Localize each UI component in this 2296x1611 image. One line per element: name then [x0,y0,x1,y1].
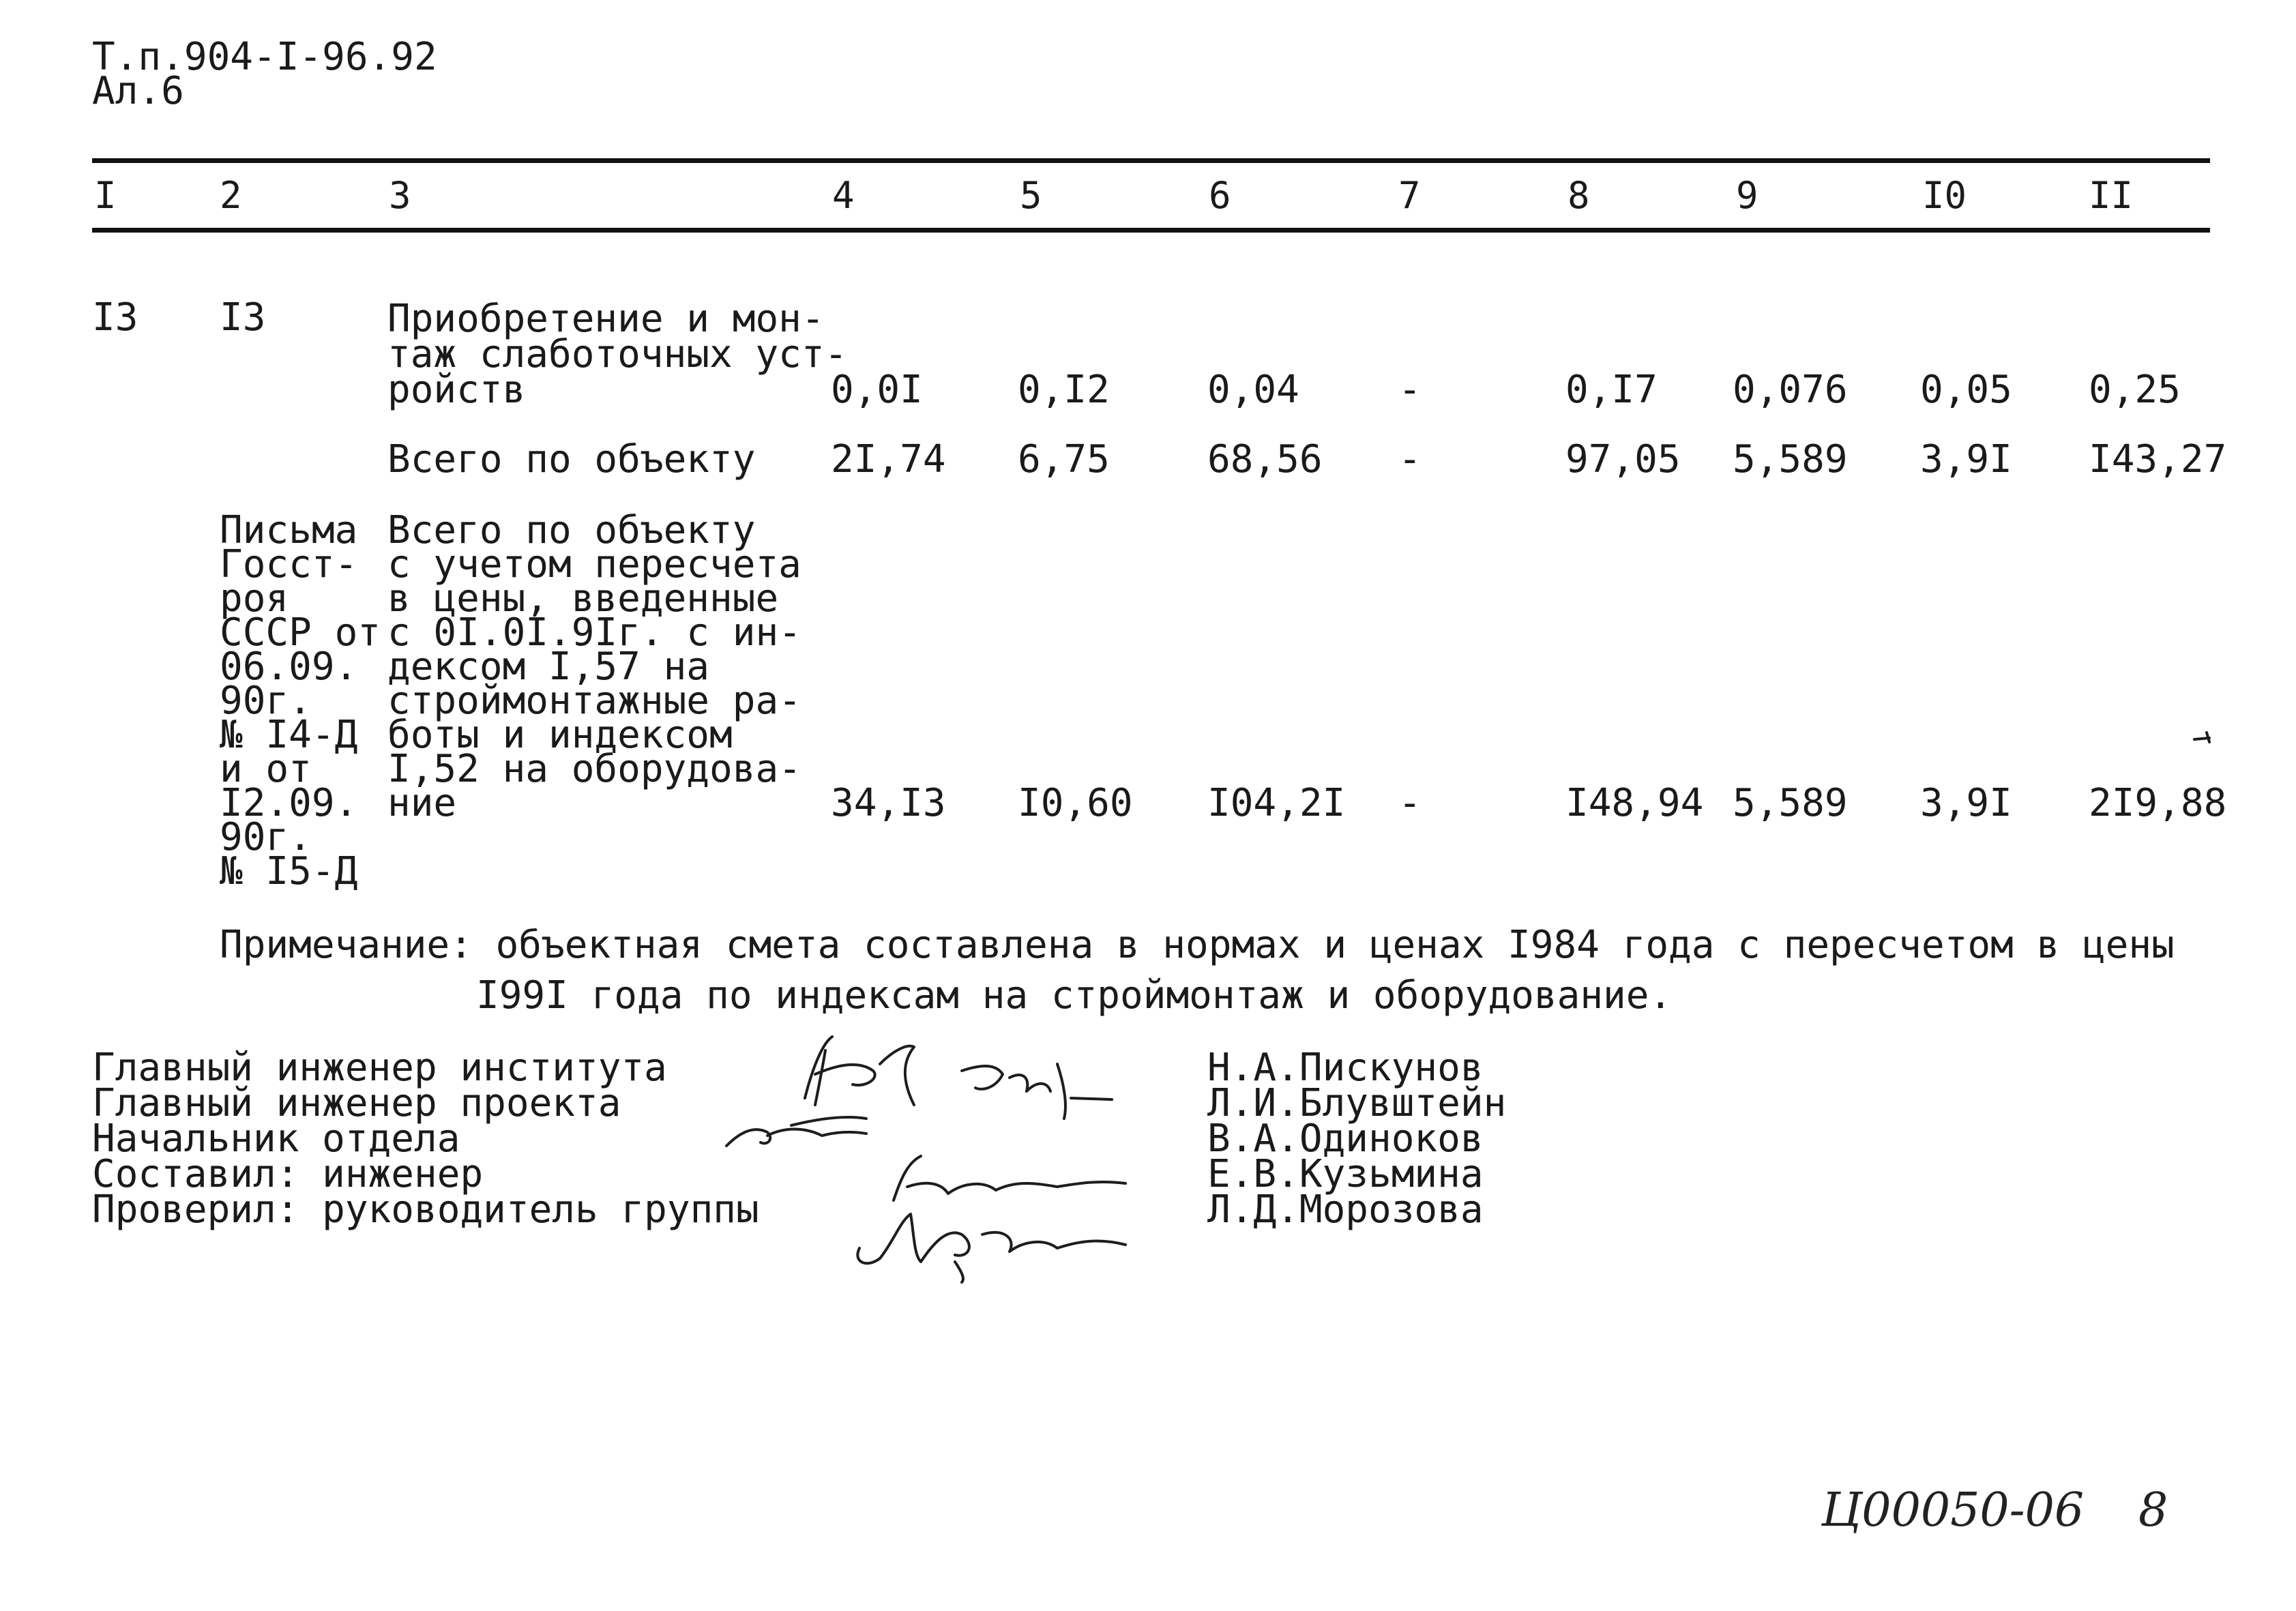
row-basis-line: роя [220,576,289,621]
column-header-2: 2 [220,174,242,217]
value-col7: - [1398,781,1422,825]
row-description-line: таж слаботочных уст- [387,332,848,376]
value-col10: 3,9I [1920,781,2012,825]
column-header-7: 7 [1398,174,1421,217]
row-description-line: Приобретение и мон- [387,297,825,341]
row-description-line: ройств [387,368,526,412]
table-header-bottom-rule [92,228,2210,233]
value-col11: 2I9,88 [2089,781,2227,825]
value-col10: 3,9I [1920,437,2012,482]
row-number: I3 [92,295,138,340]
row-basis-line: и от [220,747,312,791]
note-line-1: Примечание: объектная смета составлена в нормах и ценах I984 года с пересчетом в цены [220,923,2175,967]
value-col4: 0,0I [831,368,923,412]
value-col6: I04,2I [1207,781,1346,825]
signatory-name: Н.А.Пискунов [1207,1046,1484,1090]
column-header-5: 5 [1020,174,1042,217]
signatory-name: В.А.Одиноков [1207,1117,1484,1161]
column-header-11: II [2089,174,2134,217]
row-basis-line: Письма [220,508,358,552]
row-basis-line: 90г. [220,815,312,859]
value-col7: - [1398,437,1422,482]
row-description-line: с 0I.0I.9Iг. с ин- [387,610,801,655]
column-header-4: 4 [832,174,855,217]
value-col8: 97,05 [1565,437,1681,482]
value-col8: 0,I7 [1565,368,1658,412]
value-col7: - [1398,368,1422,412]
document-code: Ц00050-06 [1821,1483,2085,1537]
row-description-line: боты и индексом [387,713,733,757]
column-header-1: I [94,174,117,217]
row-basis-line: I2.09. [220,781,358,825]
note-line-2: I99I года по индексам на строймонтаж и оборудование. [476,973,1673,1018]
row-description-line: в цены, введенные [387,576,779,621]
value-col6: 0,04 [1207,368,1299,412]
signatory-position: Составил: инженер [92,1152,484,1196]
value-col5: I0,60 [1018,781,1133,825]
row-description-line: с учетом пересчета [387,542,801,587]
row-description-line: ние [387,781,457,825]
column-header-10: I0 [1922,174,1967,217]
doc-ref-line2: Ал.6 [92,69,184,113]
value-col9: 5,589 [1733,781,1848,825]
signatory-name: Л.И.Блувштейн [1207,1081,1507,1125]
doc-ref-line1: Т.п.904-I-96.92 [92,35,437,79]
row-description-line: Всего по объекту [387,437,756,482]
value-col11: I43,27 [2089,437,2227,482]
signatory-position: Начальник отдела [92,1117,460,1161]
column-header-8: 8 [1568,174,1590,217]
row-basis-line: № I5-Д [220,849,358,893]
row-basis-line: 06.09. [220,645,358,689]
row-description-line: I,52 на оборудова- [387,747,801,791]
signature-bluvshtein [955,1050,1105,1125]
row-description-line: Всего по объекту [387,508,756,552]
page-number: 8 [2138,1483,2168,1537]
value-col4: 2I,74 [831,437,946,482]
margin-tick-mark [2193,728,2213,745]
value-col5: 6,75 [1018,437,1110,482]
row-description-line: строймонтажные ра- [387,679,801,723]
signature-morozova [846,1187,1146,1282]
value-col9: 0,076 [1733,368,1848,412]
row-description-line: дексом I,57 на [387,645,710,689]
column-header-6: 6 [1209,174,1231,217]
signatory-position: Главный инженер проекта [92,1081,621,1125]
value-col9: 5,589 [1733,437,1848,482]
signature-odinokov [720,1105,870,1153]
value-col4: 34,I3 [831,781,946,825]
table-top-rule [92,158,2210,163]
value-col10: 0,05 [1920,368,2012,412]
row-basis-line: 90г. [220,679,312,723]
value-col5: 0,I2 [1018,368,1110,412]
signatory-name: Е.В.Кузьмина [1207,1152,1484,1196]
value-col11: 0,25 [2089,368,2181,412]
row-basis-line: Госст- [220,542,358,587]
column-header-9: 9 [1736,174,1758,217]
value-col6: 68,56 [1207,437,1323,482]
value-col8: I48,94 [1565,781,1704,825]
row-basis: I3 [220,295,266,340]
signatory-position: Главный инженер института [92,1046,667,1090]
column-header-3: 3 [389,174,411,217]
signatory-name: Л.Д.Морозова [1207,1187,1484,1232]
row-basis-line: СССР от [220,610,381,655]
row-basis-line: № I4-Д [220,713,358,757]
signatory-position: Проверил: руководитель группы [92,1187,759,1232]
